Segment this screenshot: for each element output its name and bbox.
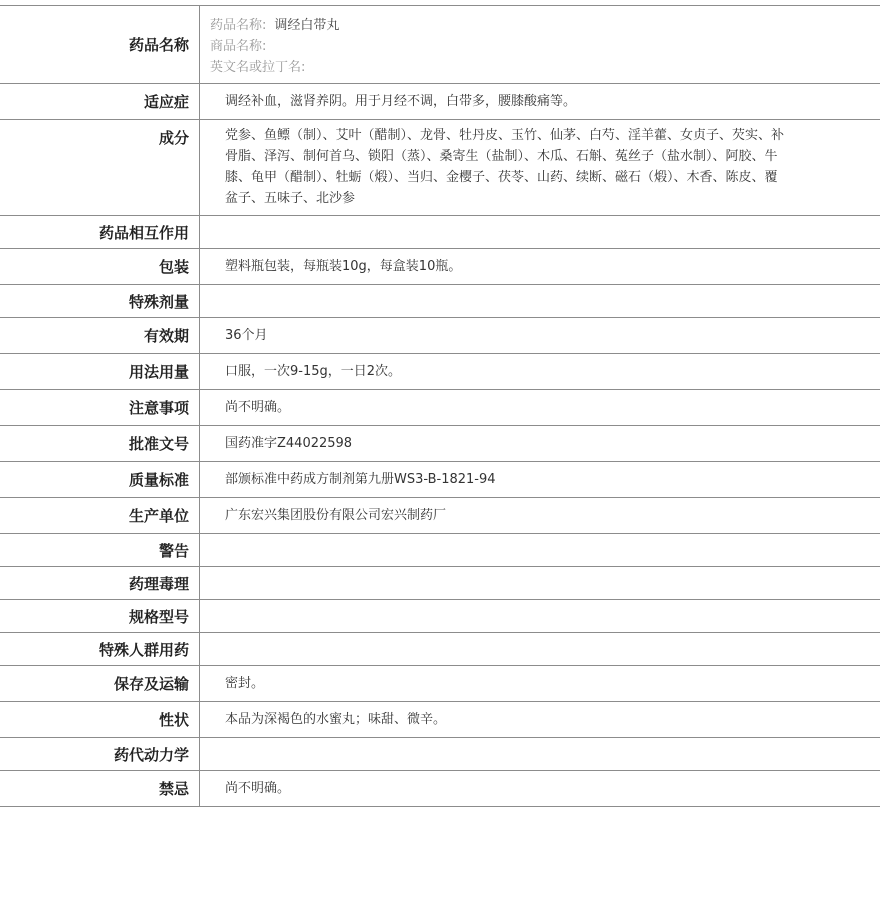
- row-value: [200, 600, 880, 632]
- row-label: 批准文号: [0, 426, 200, 461]
- trade-name-line: [210, 36, 339, 57]
- row-drug-name: [0, 6, 880, 84]
- row-warning: [0, 534, 880, 567]
- row-value: [200, 738, 880, 770]
- row-label: 用法用量: [0, 354, 200, 389]
- row-storage: [0, 666, 880, 702]
- row-label: 保存及运输: [0, 666, 200, 701]
- trade-name-key: 商品名称:: [210, 39, 267, 54]
- row-packaging: [0, 249, 880, 285]
- row-label: 禁忌: [0, 771, 200, 806]
- row-label: 药品相互作用: [0, 216, 200, 248]
- row-shelf-life: [0, 318, 880, 354]
- row-value: 密封。: [225, 676, 265, 691]
- row-pharmacokinetics: [0, 738, 880, 771]
- row-quality-standard: [0, 462, 880, 498]
- row-value: [200, 534, 880, 566]
- row-contraindications: [0, 771, 880, 807]
- row-precautions: [0, 390, 880, 426]
- row-dosage: [0, 354, 880, 390]
- row-value: 部颁标准中药成方制剂第九册WS3-B-1821-94: [225, 472, 496, 487]
- row-value: [200, 633, 880, 665]
- row-label: 药代动力学: [0, 738, 200, 770]
- row-description: [0, 702, 880, 738]
- row-value: 尚不明确。: [225, 400, 291, 415]
- row-value: 尚不明确。: [225, 781, 291, 796]
- row-ingredients: [0, 120, 880, 216]
- drug-name-key: 药品名称:: [210, 18, 267, 33]
- row-label: 注意事项: [0, 390, 200, 425]
- row-manufacturer: [0, 498, 880, 534]
- row-special-populations: [0, 633, 880, 666]
- row-value: [200, 216, 880, 248]
- row-approval-number: [0, 426, 880, 462]
- row-value: 塑料瓶包装，每瓶装10g，每盒装10瓶。: [225, 259, 462, 274]
- row-label: 有效期: [0, 318, 200, 353]
- english-name-line: [210, 57, 339, 78]
- row-label: 警告: [0, 534, 200, 566]
- row-label: 特殊剂量: [0, 285, 200, 317]
- drug-name-line: [210, 15, 339, 36]
- english-name-key: 英文名或拉丁名:: [210, 60, 306, 75]
- row-value: 调经补血，滋肾养阴。用于月经不调，白带多，腰膝酸痛等。: [225, 94, 577, 109]
- row-pharmacology: [0, 567, 880, 600]
- row-label: 包装: [0, 249, 200, 284]
- row-value: 广东宏兴集团股份有限公司宏兴制药厂: [225, 508, 447, 523]
- drug-name-value: 调经白带丸: [274, 18, 340, 33]
- row-value: [200, 567, 880, 599]
- row-special-dosage: [0, 285, 880, 318]
- row-value: 口服，一次9-15g，一日2次。: [225, 364, 402, 379]
- row-label: 生产单位: [0, 498, 200, 533]
- row-label: 规格型号: [0, 600, 200, 632]
- row-label: 成分: [0, 120, 200, 215]
- row-label: 特殊人群用药: [0, 633, 200, 665]
- row-label: 适应症: [0, 84, 200, 119]
- row-value: 国药准字Z44022598: [225, 436, 353, 451]
- row-label: 性状: [0, 702, 200, 737]
- row-label: 质量标准: [0, 462, 200, 497]
- row-value: 36个月: [225, 328, 268, 343]
- name-block: [200, 6, 349, 83]
- drug-info-table: [0, 5, 880, 807]
- row-specification: [0, 600, 880, 633]
- row-interactions: [0, 216, 880, 249]
- row-indications: [0, 84, 880, 120]
- row-value: 本品为深褐色的水蜜丸；味甜、微辛。: [225, 712, 447, 727]
- row-label: 药品名称: [0, 6, 200, 83]
- row-value: 党参、鱼鳔（制）、艾叶（醋制）、龙骨、牡丹皮、玉竹、仙茅、白芍、淫羊藿、女贞子、芡实、补骨脂、泽泻、制何首乌、锁阳（蒸）、桑寄生（盐制）、木瓜、石斛、菟丝子（盐水制）、阿胶、牛膝、龟甲（醋制）、牡蛎（煅）、当归、金樱子、茯苓、山药、续断、磁石（煅）、木香、陈皮、覆盆子、五味子、北沙参: [225, 128, 785, 206]
- row-label: 药理毒理: [0, 567, 200, 599]
- row-value: [200, 285, 880, 317]
